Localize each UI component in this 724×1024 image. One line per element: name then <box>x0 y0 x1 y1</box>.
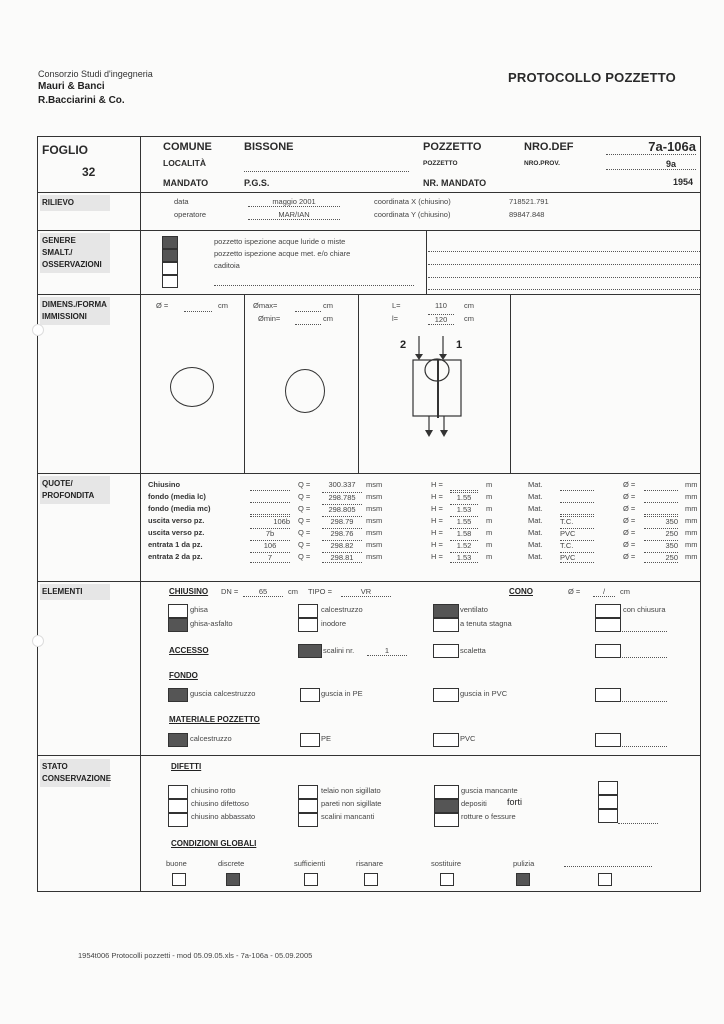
punch-hole-icon <box>32 324 44 336</box>
dn-label: DN = <box>221 587 239 596</box>
condizioni-label: buone <box>166 859 187 868</box>
quote-row-h[interactable]: 1.53 <box>450 552 478 563</box>
quote-row-h[interactable]: 1.55 <box>450 492 478 502</box>
fondo-other-field[interactable] <box>622 701 667 702</box>
scaletta-checkbox[interactable] <box>433 644 459 658</box>
quote-row-mat[interactable] <box>560 492 594 503</box>
quote-row-ref[interactable] <box>250 492 290 503</box>
h-unit: m <box>486 540 493 549</box>
osservazioni-line[interactable] <box>428 251 700 252</box>
discrete-checkbox[interactable] <box>226 873 240 886</box>
option-label: calcestruzzo <box>190 734 232 743</box>
condizioni-heading: CONDIZIONI GLOBALI <box>171 839 257 848</box>
quote-row-name: Chiusino <box>148 480 181 489</box>
calcestruzzo-checkbox[interactable] <box>298 604 318 618</box>
mat-label: Mat. <box>528 516 543 525</box>
condizioni-label: pulizia <box>513 859 535 868</box>
quote-row-mat[interactable] <box>560 480 594 491</box>
scalini-value[interactable]: 1 <box>367 646 407 656</box>
L-unit: cm <box>464 301 474 310</box>
nr-mandato-label: NR. MANDATO <box>423 178 487 188</box>
option-label: PE <box>321 734 332 743</box>
chiusino-heading: CHIUSINO <box>169 587 209 596</box>
chiusino-rotto-checkbox[interactable] <box>168 785 188 799</box>
nro-def-label: NRO.DEF <box>524 141 574 153</box>
option-label: a tenuta stagna <box>460 619 512 628</box>
dmax-label: Ømax= <box>253 301 278 310</box>
coord-x-value: 718521.791 <box>509 197 549 206</box>
d-label: Ø = <box>623 492 636 501</box>
q-unit: msm <box>366 492 383 501</box>
genere-checkbox-luride[interactable] <box>162 236 178 249</box>
rilievo-label: RILIEVO <box>40 195 110 211</box>
condizioni-label: discrete <box>218 859 245 868</box>
materiale-other-field[interactable] <box>622 746 667 747</box>
quote-row-h[interactable]: 1.55 <box>450 516 478 526</box>
d-label: Ø = <box>623 504 636 513</box>
ghisa-asfalto-checkbox[interactable] <box>168 618 188 632</box>
d-unit: mm <box>685 540 698 549</box>
stato-label: STATO CONSERVAZIONE <box>40 759 110 787</box>
column-divider <box>244 294 245 473</box>
coord-y-value: 89847.848 <box>509 210 545 219</box>
condizioni-other-checkbox[interactable] <box>598 873 612 886</box>
fondo-heading: FONDO <box>169 671 198 680</box>
q-unit: msm <box>366 516 383 525</box>
materiale-calcestruzzo-checkbox[interactable] <box>168 733 188 747</box>
mat-label: Mat. <box>528 480 543 489</box>
elementi-label: ELEMENTI <box>40 584 110 600</box>
option-label: chiusino difettoso <box>191 799 249 808</box>
quote-row-d[interactable]: 350 <box>644 516 678 526</box>
punch-hole-icon <box>32 635 44 647</box>
diam-value[interactable] <box>184 301 212 312</box>
genere-checkbox-meteoriche[interactable] <box>162 249 178 262</box>
h-label: H = <box>431 480 443 489</box>
osservazioni-line[interactable] <box>428 277 700 278</box>
genere-option-label: pozzetto ispezione acque luride o miste <box>214 237 346 246</box>
option-label: guscia mancante <box>461 786 518 795</box>
l-unit: cm <box>464 314 474 323</box>
materiale-other-checkbox[interactable] <box>595 733 621 747</box>
dn-value[interactable]: 65 <box>243 587 283 597</box>
quote-row-h[interactable]: 1.58 <box>450 528 478 538</box>
depositi-note: forti <box>507 797 523 807</box>
tenuta-stagna-checkbox[interactable] <box>433 618 459 632</box>
quote-row-d[interactable] <box>644 504 678 515</box>
comune-value: BISSONE <box>244 141 294 153</box>
h-label: H = <box>431 540 443 549</box>
d-label: Ø = <box>623 552 636 561</box>
option-label: ghisa-asfalto <box>190 619 233 628</box>
data-value[interactable]: maggio 2001 <box>248 197 340 207</box>
quote-row-name: entrata 2 da pz. <box>148 552 203 561</box>
tipo-value[interactable]: VR <box>341 587 391 597</box>
q-label: Q = <box>298 480 311 489</box>
quote-row-d[interactable] <box>644 480 678 491</box>
svg-text:2: 2 <box>400 339 407 351</box>
mat-label: Mat. <box>528 492 543 501</box>
telaio-checkbox[interactable] <box>298 785 318 799</box>
quote-row-q[interactable]: 298.785 <box>322 492 362 502</box>
chiusino-other-field[interactable] <box>622 631 667 632</box>
osservazioni-line[interactable] <box>428 264 700 265</box>
option-label: con chiusura <box>623 605 666 614</box>
d-label: Ø = <box>623 480 636 489</box>
quote-row-h[interactable] <box>450 480 478 491</box>
quote-row-name: entrata 1 da pz. <box>148 540 203 549</box>
option-label: rotture o fessure <box>461 812 516 821</box>
operatore-label: operatore <box>174 210 207 219</box>
quote-row-ref[interactable]: 7 <box>250 552 290 563</box>
d-unit: mm <box>685 528 698 537</box>
document-title: PROTOCOLLO POZZETTO <box>508 70 676 85</box>
q-unit: msm <box>366 480 383 489</box>
accesso-other-checkbox[interactable] <box>595 644 621 658</box>
q-label: Q = <box>298 492 311 501</box>
q-unit: msm <box>366 528 383 537</box>
quote-row-mat[interactable]: T.C. <box>560 540 594 550</box>
q-label: Q = <box>298 540 311 549</box>
mat-label: Mat. <box>528 528 543 537</box>
option-label: ghisa <box>190 605 208 614</box>
option-label: guscia in PE <box>321 689 363 698</box>
chiusino-difettoso-checkbox[interactable] <box>168 799 188 813</box>
ventilato-checkbox[interactable] <box>433 604 459 618</box>
mandato-label: MANDATO <box>163 178 209 188</box>
condizioni-label: sufficienti <box>294 859 326 868</box>
h-label: H = <box>431 492 443 501</box>
form-frame <box>37 136 701 892</box>
materiale-pe-checkbox[interactable] <box>300 733 320 747</box>
column-divider <box>510 294 511 473</box>
comune-label: COMUNE <box>163 141 212 153</box>
chiusino-abbassato-checkbox[interactable] <box>168 813 188 827</box>
dmin-value[interactable] <box>295 314 321 325</box>
row-divider <box>38 473 700 474</box>
h-unit: m <box>486 480 493 489</box>
quote-row-q[interactable]: 300.337 <box>328 480 356 489</box>
con-chiusura-checkbox[interactable] <box>595 604 621 618</box>
h-label: H = <box>431 552 443 561</box>
footer-file-info: 1954t006 Protocolli pozzetti - mod 05.09.05.xls - 7a-106a - 05.09.2005 <box>78 951 313 960</box>
nro-prov-label: NRO.PROV. <box>524 160 560 167</box>
genere-checkbox-other[interactable] <box>162 275 178 288</box>
data-label: data <box>174 197 189 206</box>
L-value[interactable]: 110 <box>435 301 447 310</box>
quote-row-q[interactable]: 298.81 <box>322 552 362 563</box>
quote-row-ref[interactable]: 7b <box>250 528 290 538</box>
nr-mandato-value: 1954 <box>672 177 693 187</box>
d-unit: mm <box>685 516 698 525</box>
inodore-checkbox[interactable] <box>298 618 318 632</box>
pozzetto-plan-diagram-icon <box>394 332 474 447</box>
d-unit: mm <box>685 492 698 501</box>
difetti-other-field[interactable] <box>618 823 658 824</box>
cono-heading: CONO <box>509 587 533 596</box>
h-label: H = <box>431 504 443 513</box>
pozzetto-label: POZZETTO <box>423 141 482 153</box>
option-label: guscia in PVC <box>460 689 508 698</box>
quote-row-mat[interactable]: T.C. <box>560 516 594 526</box>
row-divider <box>38 755 700 756</box>
materiale-heading: MATERIALE POZZETTO <box>169 715 260 724</box>
d-unit: mm <box>685 504 698 513</box>
quote-row-name: uscita verso pz. <box>148 516 205 525</box>
column-divider <box>140 137 141 891</box>
genere-checkbox-caditoia[interactable] <box>162 262 178 275</box>
q-label: Q = <box>298 516 311 525</box>
difetti-other-checkbox[interactable] <box>598 795 618 809</box>
d-label: Ø = <box>623 540 636 549</box>
h-unit: m <box>486 516 493 525</box>
option-label: telaio non sigillato <box>321 786 381 795</box>
ghisa-checkbox[interactable] <box>168 604 188 618</box>
genere-label: GENERE SMALT./ OSSERVAZIONI <box>40 233 110 273</box>
localita-label: LOCALITÀ <box>163 158 206 168</box>
quote-row-ref[interactable] <box>250 480 290 491</box>
foglio-label: FOGLIO <box>42 143 88 157</box>
guscia-calcestruzzo-checkbox[interactable] <box>168 688 188 702</box>
q-unit: msm <box>366 540 383 549</box>
fondo-other-checkbox[interactable] <box>595 688 621 702</box>
column-divider <box>426 230 427 294</box>
quote-row-ref[interactable]: 106 <box>250 540 290 550</box>
genere-other-field[interactable] <box>214 285 414 286</box>
guscia-pe-checkbox[interactable] <box>300 688 320 702</box>
tipo-label: TIPO = <box>308 587 332 596</box>
d-label: Ø = <box>623 516 636 525</box>
dmin-unit: cm <box>323 314 333 323</box>
osservazioni-line[interactable] <box>428 289 700 290</box>
d-unit: mm <box>685 552 698 561</box>
condizioni-other-field[interactable] <box>564 866 652 867</box>
q-label: Q = <box>298 504 311 513</box>
cono-unit: cm <box>620 587 630 596</box>
org-name-line2: Mauri & Banci <box>38 81 105 92</box>
quote-row-q[interactable]: 298.76 <box>322 528 362 538</box>
q-unit: msm <box>366 504 383 513</box>
genere-option-label: pozzetto ispezione acque met. e/o chiare <box>214 249 351 258</box>
chiusino-other-checkbox[interactable] <box>595 618 621 632</box>
pulizia-checkbox[interactable] <box>516 873 530 886</box>
difetti-heading: DIFETTI <box>171 762 202 771</box>
d-label: Ø = <box>623 528 636 537</box>
quote-row-ref[interactable] <box>250 504 290 515</box>
org-name-line1: Consorzio Studi d'ingegneria <box>38 69 153 79</box>
diam-label: Ø = <box>156 301 169 310</box>
row-divider <box>38 192 700 193</box>
quote-row-d[interactable]: 350 <box>644 540 678 550</box>
column-divider <box>358 294 359 473</box>
org-name-line3: R.Bacciarini & Co. <box>38 95 125 106</box>
mat-label: Mat. <box>528 504 543 513</box>
dn-unit: cm <box>288 587 298 596</box>
quote-row-name: uscita verso pz. <box>148 528 205 537</box>
l-value[interactable]: 120 <box>428 314 454 325</box>
h-unit: m <box>486 528 493 537</box>
quote-row-name: fondo (media mc) <box>148 504 211 513</box>
scalini-checkbox[interactable] <box>298 644 322 658</box>
quote-row-name: fondo (media lc) <box>148 492 206 501</box>
pozzetto-sub-label: POZZETTO <box>423 160 458 167</box>
h-unit: m <box>486 504 493 513</box>
genere-option-label: caditoia <box>214 261 240 270</box>
nro-prov-value: 9a <box>606 159 696 170</box>
nro-def-value: 7a-106a <box>606 139 696 155</box>
mat-label: Mat. <box>528 540 543 549</box>
quote-row-h[interactable]: 1.53 <box>450 504 478 514</box>
l-label: l= <box>392 314 399 323</box>
condizioni-label: sostituire <box>431 859 462 868</box>
quote-row-d[interactable] <box>644 492 678 503</box>
cono-d-label: Ø = <box>568 587 581 596</box>
option-label: ventilato <box>460 605 488 614</box>
option-label: pareti non sigillate <box>321 799 382 808</box>
row-divider <box>38 230 700 231</box>
option-label: PVC <box>460 734 476 743</box>
d-unit: mm <box>685 480 698 489</box>
h-unit: m <box>486 552 493 561</box>
L-label: L= <box>392 301 401 310</box>
cono-d-value[interactable]: / <box>593 587 615 597</box>
buone-checkbox[interactable] <box>172 873 186 886</box>
sostituire-checkbox[interactable] <box>440 873 454 886</box>
coord-x-label: coordinata X (chiusino) <box>374 197 451 206</box>
mat-label: Mat. <box>528 552 543 561</box>
quote-row-mat[interactable]: PVC <box>560 552 594 563</box>
quote-row-ref[interactable]: 106b <box>250 516 290 526</box>
q-label: Q = <box>298 552 311 561</box>
sufficienti-checkbox[interactable] <box>304 873 318 886</box>
accesso-heading: ACCESSO <box>169 646 209 655</box>
guscia-mancante-checkbox[interactable] <box>434 785 459 799</box>
option-label: calcestruzzo <box>321 605 363 614</box>
quote-row-mat[interactable]: PVC <box>560 528 594 538</box>
round-shape-icon <box>170 367 214 407</box>
h-unit: m <box>486 492 493 501</box>
option-label: guscia calcestruzzo <box>190 689 256 698</box>
svg-text:1: 1 <box>456 339 463 351</box>
difetti-other-checkbox[interactable] <box>598 781 618 795</box>
accesso-other-field[interactable] <box>622 657 667 658</box>
option-label: chiusino rotto <box>191 786 236 795</box>
materiale-pvc-checkbox[interactable] <box>433 733 459 747</box>
quote-row-d[interactable]: 250 <box>644 528 678 538</box>
scalini-mancanti-checkbox[interactable] <box>298 813 318 827</box>
quote-row-q[interactable]: 298.79 <box>322 516 362 526</box>
scaletta-label: scaletta <box>460 646 486 655</box>
risanare-checkbox[interactable] <box>364 873 378 886</box>
dmin-label: Ømin= <box>258 314 281 323</box>
h-label: H = <box>431 516 443 525</box>
quote-row-h[interactable]: 1.52 <box>450 540 478 550</box>
option-label: inodore <box>321 619 347 628</box>
condizioni-label: risanare <box>356 859 384 868</box>
foglio-value: 32 <box>82 165 96 179</box>
mandato-value: P.G.S. <box>244 178 270 188</box>
quote-label: QUOTE/ PROFONDITA <box>40 476 110 504</box>
quote-row-mat[interactable] <box>560 504 594 515</box>
operatore-value[interactable]: MAR/IAN <box>248 210 340 220</box>
rotture-checkbox[interactable] <box>434 813 459 827</box>
quote-row-q[interactable]: 298.82 <box>322 540 362 550</box>
q-unit: msm <box>366 552 383 561</box>
dmax-value[interactable] <box>295 301 321 312</box>
option-label: chiusino abbassato <box>191 812 256 821</box>
row-divider <box>38 294 700 295</box>
depositi-checkbox[interactable] <box>434 799 459 813</box>
pareti-checkbox[interactable] <box>298 799 318 813</box>
localita-field[interactable] <box>244 171 409 172</box>
difetti-other-checkbox[interactable] <box>598 809 618 823</box>
dimens-label: DIMENS./FORMA IMMISSIONI <box>40 297 110 325</box>
quote-row-q[interactable]: 298.805 <box>322 504 362 514</box>
diam-unit: cm <box>218 301 228 310</box>
q-label: Q = <box>298 528 311 537</box>
h-label: H = <box>431 528 443 537</box>
dmax-unit: cm <box>323 301 333 310</box>
coord-y-label: coordinata Y (chiusino) <box>374 210 451 219</box>
quote-row-d[interactable]: 250 <box>644 552 678 563</box>
guscia-pvc-checkbox[interactable] <box>433 688 459 702</box>
row-divider <box>38 581 700 582</box>
option-label: depositi <box>461 799 487 808</box>
scalini-label: scalini nr. <box>323 646 355 655</box>
oval-shape-icon <box>285 369 325 413</box>
option-label: scalini mancanti <box>321 812 375 821</box>
